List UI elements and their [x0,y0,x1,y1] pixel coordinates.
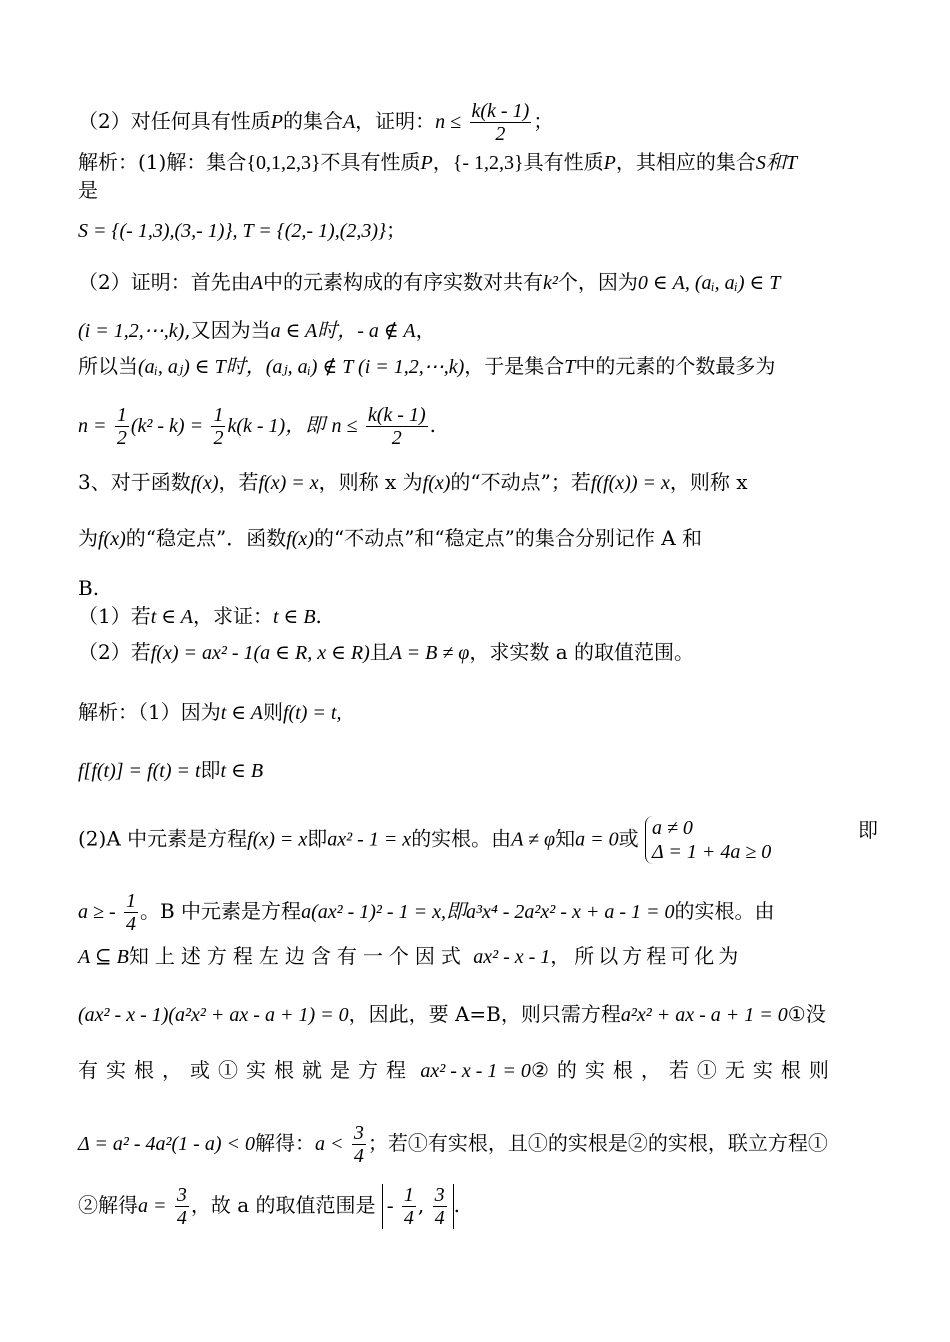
math: A ⊆ B [78,946,129,968]
answer-line-3 [78,816,878,864]
text: 3、对于函数 [78,470,191,494]
text: ，其相应的集合 [615,150,756,174]
math: ax² - x - 1 [473,946,551,968]
answer-line-8 [78,1122,878,1167]
math-A: A [250,272,263,294]
q3-line-3 [78,574,878,602]
frac-den: 2 [116,427,127,449]
text: ，则称 x 为 [318,470,423,494]
text: （2）对任何具有性质 [78,109,271,133]
text: 是 [78,178,98,202]
math-p: P [603,152,616,174]
text: ②解得 [78,1193,138,1217]
fraction-three-quarter [352,1122,366,1167]
math: f[f(t)] = f(t) = t [78,760,201,782]
fraction-answer [175,1184,189,1229]
text: 解析：（1）因为 [78,700,221,724]
answer-line-7 [78,1056,878,1085]
text: 即 [858,818,878,842]
equation-system [645,816,771,864]
q3-sub1 [78,602,878,631]
q3-line-2 [78,524,878,553]
math: Δ = a² - 4a²(1 - a) < 0 [78,1133,256,1155]
math-expr: k(k - 1)，即 [227,415,326,437]
text: 知上述方程左边含有一个因式 [128,944,467,968]
interval-bracket: - $\frac{1}{4}$ , $\frac{3}{4}$ [382,1184,454,1229]
text: 且 [369,640,390,664]
fraction-half-2 [211,404,225,449]
answer-line-9 [78,1184,878,1229]
math-A: A [342,111,356,133]
text: 中的元素的个数最多为 [575,354,776,378]
math-p: P [270,111,283,133]
answer-line-6 [78,1000,878,1029]
proof-line-3 [78,352,878,381]
math: ax² - 1 = x [327,828,412,851]
text: ，因此，要 A=B，则只需方程 [348,1002,621,1026]
math-cond2: a ∈ A时，- a ∉ A [270,320,416,342]
frac-num: 1 [126,890,136,912]
text: 个，因为 [557,270,638,294]
text: 的集合 [282,109,343,133]
text: ；若①有实根，且①的实根是②的实根，联立方程① [367,1131,828,1155]
math: t ∈ B [220,760,264,782]
text: 。B 中元素是方程 [140,899,302,923]
part2-claim-line [78,100,878,145]
text: 有实根，或①实根就是方程 [78,1058,414,1082]
text: ,又因为当 [184,318,271,342]
text: 所以当 [78,354,138,378]
frac-den: 4 [126,913,136,935]
math: a < [315,1133,344,1155]
answer-line-2 [78,756,878,785]
math: (ax² - x - 1)(a²x² + ax - a + 1) = 0 [78,1004,349,1026]
proof-line-1 [78,268,878,297]
math: f(t) = t, [282,702,342,724]
math-le: n ≤ [331,415,358,437]
text: 即 [307,826,328,851]
math-set1: {0,1,2,3} [246,152,321,174]
text: 中的元素构成的有序实数对共有 [262,270,543,294]
fraction-k2 [366,404,428,449]
text: . [429,413,436,437]
math: f(x) = x [247,828,308,851]
text: 解得： [255,1131,316,1155]
frac-den: 4 [434,1207,445,1229]
system-row-1: a ≠ 0 [651,817,693,839]
text: ， [415,318,436,342]
text: （2）证明：首先由 [78,270,251,294]
text: ①没 [787,1002,826,1026]
math-fx: f(x) [190,472,219,494]
frac-num: 3 [434,1184,445,1206]
fraction-quarter [124,890,138,935]
math: f(x) = ax² - 1(a ∈ R, x ∈ R) [150,642,370,664]
text: 则 [262,700,283,724]
frac-num: 1 [213,404,224,426]
text: ，求实数 a 的取值范围。 [469,640,695,664]
frac-den: 2 [391,427,402,449]
math: a(ax² - 1)² - 1 = x,即a³x⁴ - 2a²x² - x + a - 1 = 0 [301,901,675,923]
text: （1）若 [78,604,151,628]
proof-line-4 [78,404,878,449]
frac-den: 2 [495,123,506,145]
text: 具有性质 [523,150,604,174]
answer-line-4 [78,890,878,935]
text: ； [533,109,554,133]
text: ②的实根，若①无实根则 [530,1058,837,1082]
text: B. [78,576,100,600]
fraction-k [470,100,532,145]
text: ，若 [218,470,259,494]
math: t ∈ B [272,606,316,628]
fraction-half [115,404,129,449]
frac-num: 3 [353,1122,364,1144]
text: 或 [618,826,639,851]
math-st: S和T [755,152,797,174]
math: A = B ≠ φ [389,642,470,664]
math: a = [138,1195,167,1217]
math-pair: (aᵢ, aⱼ) ∈ T时，(aⱼ, aᵢ) ∉ T (i = 1,2,⋯,k) [138,356,465,378]
text: . [453,1193,460,1217]
answer-line-5 [78,942,878,971]
q3-sub2 [78,638,878,667]
text: ，所以方程可化为 [550,944,743,968]
frac-num: k(k - 1) [471,100,530,122]
math: a²x² + ax - a + 1 = 0 [620,1004,788,1026]
math-set2: {- 1,2,3} [452,152,524,174]
math-expr: (k² - k) = [130,415,204,437]
proof-line-2 [78,316,878,345]
text: 知 [555,826,576,851]
frac-den: 2 [213,427,224,449]
frac-num: 3 [176,1184,187,1206]
math-ffx: f(f(x)) = x [590,472,670,494]
text: 即 [200,758,221,782]
text: 的“不动点”；若 [450,470,591,494]
math-k2: k² [542,272,558,294]
math-fx: f(x) [422,472,451,494]
text: 的实根。由 [674,899,775,923]
frac-num: 1 [403,1184,414,1206]
text: 的“稳定点”．函数 [125,526,287,550]
frac-num: k(k - 1) [367,404,426,426]
math-fx: f(x) [286,528,314,550]
math: a ≥ - [78,901,116,923]
system-row-2: Δ = 1 + 4a ≥ 0 [651,841,772,863]
fraction-high [433,1184,447,1229]
math-fx: f(x) [98,528,126,550]
text: 为 [78,526,98,550]
text: ，则称 x [669,470,748,494]
frac-den: 4 [403,1207,414,1229]
text: ，证明： [355,109,436,133]
math-range: (i = 1,2,⋯,k) [78,320,185,342]
q3-line-1 [78,468,878,497]
math: a = 0 [575,828,619,851]
math-st-values: S = {(- 1,3),(3,- 1)}, T = {(2,- 1),(2,3)} [78,220,387,242]
text: ； [386,218,407,242]
solution-line-1: 解析：(1)解：集合{0,1,2,3}不具有性质P，{- 1,2,3}具有性质P，其相应的集合S和T [78,150,797,174]
math: - [386,1195,394,1217]
math: ax² - x - 1 = 0 [420,1060,531,1082]
st-values-line [78,216,878,245]
math-fx-eq: f(x) = x [258,472,319,494]
math-ineq: n ≤ [435,111,462,133]
text: ，于是集合 [464,354,565,378]
text: 的实根。由 [411,826,512,851]
math-p: P [420,152,433,174]
text: ，求证： [192,604,273,628]
fraction-low [402,1184,416,1229]
math-n: n = [78,415,107,437]
solution-line-2 [78,176,878,204]
math-cond: 0 ∈ A, (aᵢ, aᵢ) ∈ T [637,272,781,294]
frac-den: 4 [353,1145,364,1167]
text: ，故 a 的取值范围是 [190,1193,376,1217]
text: (2)A 中元素是方程 [78,826,248,851]
text: （2）若 [78,640,151,664]
frac-num: 1 [116,404,127,426]
math: t ∈ A [150,606,193,628]
text: 不具有性质 [320,150,421,174]
text: 的“不动点”和“稳定点”的集合分别记作 A 和 [313,526,703,550]
text: . [315,604,322,628]
answer-line-1 [78,698,878,727]
math: t ∈ A [220,702,263,724]
frac-den: 4 [176,1207,187,1229]
math: A ≠ φ [511,828,556,851]
text: 解析：(1)解：集合 [78,150,247,174]
math-T: T [564,356,576,378]
